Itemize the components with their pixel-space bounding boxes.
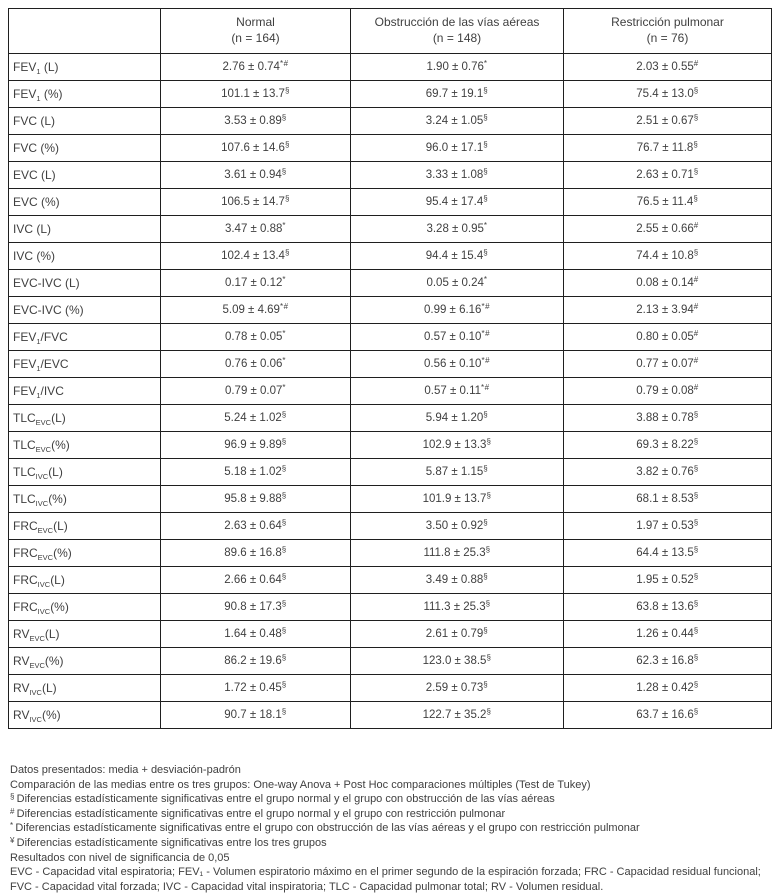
value-cell: 1.72 ± 0.45§ xyxy=(161,675,351,702)
header-row xyxy=(9,9,772,54)
column-title: Normal xyxy=(236,15,275,30)
value-cell: 102.9 ± 13.3§ xyxy=(351,432,564,459)
row-label: $TLC_{IVC}(\%)$ xyxy=(9,486,161,513)
row-label: EVC (%) xyxy=(9,189,161,216)
value-cell: 76.7 ± 11.8§ xyxy=(564,135,772,162)
value-cell: 0.79 ± 0.08# xyxy=(564,378,772,405)
footnote-line: # Diferencias estadísticamente significativas entre el grupo normal y el grupo con restricción pulmonar xyxy=(10,806,506,820)
value-cell: 101.9 ± 13.7§ xyxy=(351,486,564,513)
footnote-line: Resultados con nivel de significancia de 0,05 xyxy=(10,851,230,864)
value-cell: 1.90 ± 0.76* xyxy=(351,54,564,81)
value-cell: 0.76 ± 0.06* xyxy=(161,351,351,378)
value-cell: 3.61 ± 0.94§ xyxy=(161,162,351,189)
value-cell: 96.0 ± 17.1§ xyxy=(351,135,564,162)
value-cell: 3.24 ± 1.05§ xyxy=(351,108,564,135)
table-row xyxy=(9,432,772,459)
value-cell: 2.63 ± 0.71§ xyxy=(564,162,772,189)
value-cell: 0.77 ± 0.07# xyxy=(564,351,772,378)
table-row xyxy=(9,513,772,540)
footnote-line: ¥ Diferencias estadísticamente significativas entre los tres grupos xyxy=(10,835,327,849)
row-label: $FEV_1$/IVC xyxy=(9,378,161,405)
table-row xyxy=(9,108,772,135)
value-cell: 69.3 ± 8.22§ xyxy=(564,432,772,459)
value-cell: 3.33 ± 1.08§ xyxy=(351,162,564,189)
value-cell: 111.8 ± 25.3§ xyxy=(351,540,564,567)
pulmonary-function-table xyxy=(8,8,772,729)
table-row xyxy=(9,324,772,351)
table-row xyxy=(9,297,772,324)
value-cell: 2.66 ± 0.64§ xyxy=(161,567,351,594)
column-n: (n = 164) xyxy=(231,31,280,45)
row-label: $FEV_1$ (%) xyxy=(9,81,161,108)
row-label: $FRC_{EVC}(\%)$ xyxy=(9,540,161,567)
value-cell: 94.4 ± 15.4§ xyxy=(351,243,564,270)
row-label: $RV_{EVC}(\%)$ xyxy=(9,648,161,675)
row-label: $RV_{EVC}(L)$ xyxy=(9,621,161,648)
value-cell: 2.76 ± 0.74*# xyxy=(161,54,351,81)
column-header-normal xyxy=(161,9,351,54)
value-cell: 62.3 ± 16.8§ xyxy=(564,648,772,675)
value-cell: 63.7 ± 16.6§ xyxy=(564,702,772,729)
table-row xyxy=(9,243,772,270)
value-cell: 76.5 ± 11.4§ xyxy=(564,189,772,216)
table-row xyxy=(9,675,772,702)
value-cell: 0.80 ± 0.05# xyxy=(564,324,772,351)
value-cell: 3.88 ± 0.78§ xyxy=(564,405,772,432)
value-cell: 5.18 ± 1.02§ xyxy=(161,459,351,486)
value-cell: 90.8 ± 17.3§ xyxy=(161,594,351,621)
column-title: Restricción pulmonar xyxy=(611,15,724,30)
table-row xyxy=(9,405,772,432)
footnote-line: EVC - Capacidad vital espiratoria; FEV₁ - Volumen espiratorio máximo en el primer segundo de la espiración forzada; FRC - Capacidad residual funcional; FVC - Capacidad vital forzada; IVC - Capacidad vital inspiratoria; TLC - Capacidad pulmonar total; RV - Volumen residual. xyxy=(10,866,761,893)
value-cell: 69.7 ± 19.1§ xyxy=(351,81,564,108)
value-cell: 106.5 ± 14.7§ xyxy=(161,189,351,216)
value-cell: 89.6 ± 16.8§ xyxy=(161,540,351,567)
table-row xyxy=(9,486,772,513)
table-row xyxy=(9,135,772,162)
row-label: $RV_{IVC}(L)$ xyxy=(9,675,161,702)
value-cell: 0.57 ± 0.11*# xyxy=(351,378,564,405)
table-footnotes xyxy=(10,763,775,894)
row-label: $FRC_{IVC}(L)$ xyxy=(9,567,161,594)
value-cell: 5.09 ± 4.69*# xyxy=(161,297,351,324)
table-row xyxy=(9,621,772,648)
value-cell: 95.8 ± 9.88§ xyxy=(161,486,351,513)
table-body xyxy=(9,54,772,729)
value-cell: 107.6 ± 14.6§ xyxy=(161,135,351,162)
value-cell: 111.3 ± 25.3§ xyxy=(351,594,564,621)
row-label: $TLC_{IVC}(L)$ xyxy=(9,459,161,486)
value-cell: 122.7 ± 35.2§ xyxy=(351,702,564,729)
table-header xyxy=(9,9,772,54)
corner-empty-cell xyxy=(9,9,161,54)
value-cell: 1.95 ± 0.52§ xyxy=(564,567,772,594)
row-label: EVC-IVC (%) xyxy=(9,297,161,324)
value-cell: 1.64 ± 0.48§ xyxy=(161,621,351,648)
value-cell: 86.2 ± 19.6§ xyxy=(161,648,351,675)
footnote-line: § Diferencias estadísticamente significativas entre el grupo normal y el grupo con obstrucción de las vías aéreas xyxy=(10,792,555,806)
value-cell: 90.7 ± 18.1§ xyxy=(161,702,351,729)
value-cell: 68.1 ± 8.53§ xyxy=(564,486,772,513)
row-label: IVC (L) xyxy=(9,216,161,243)
value-cell: 2.55 ± 0.66# xyxy=(564,216,772,243)
value-cell: 3.47 ± 0.88* xyxy=(161,216,351,243)
row-label: $TLC_{EVC}(L)$ xyxy=(9,405,161,432)
value-cell: 2.51 ± 0.67§ xyxy=(564,108,772,135)
value-cell: 3.53 ± 0.89§ xyxy=(161,108,351,135)
row-label: IVC (%) xyxy=(9,243,161,270)
row-label: $FRC_{EVC}(L)$ xyxy=(9,513,161,540)
table-row xyxy=(9,270,772,297)
table-row xyxy=(9,81,772,108)
row-label: $FRC_{IVC}(\%)$ xyxy=(9,594,161,621)
value-cell: 3.82 ± 0.76§ xyxy=(564,459,772,486)
column-n: (n = 76) xyxy=(646,31,689,45)
value-cell: 0.57 ± 0.10*# xyxy=(351,324,564,351)
value-cell: 2.13 ± 3.94# xyxy=(564,297,772,324)
value-cell: 0.56 ± 0.10*# xyxy=(351,351,564,378)
table-row xyxy=(9,351,772,378)
value-cell: 101.1 ± 13.7§ xyxy=(161,81,351,108)
value-cell: 3.50 ± 0.92§ xyxy=(351,513,564,540)
row-label: $FEV_1$ (L) xyxy=(9,54,161,81)
value-cell: 0.78 ± 0.05* xyxy=(161,324,351,351)
row-label: FVC (L) xyxy=(9,108,161,135)
row-label: FVC (%) xyxy=(9,135,161,162)
row-label: $FEV_1$/FVC xyxy=(9,324,161,351)
value-cell: 5.94 ± 1.20§ xyxy=(351,405,564,432)
value-cell: 0.17 ± 0.12* xyxy=(161,270,351,297)
results-table-wrapper xyxy=(8,8,771,729)
value-cell: 63.8 ± 13.6§ xyxy=(564,594,772,621)
row-label: $FEV_1$/EVC xyxy=(9,351,161,378)
table-row xyxy=(9,378,772,405)
table-row xyxy=(9,567,772,594)
row-label: EVC-IVC (L) xyxy=(9,270,161,297)
value-cell: 2.59 ± 0.73§ xyxy=(351,675,564,702)
table-row xyxy=(9,648,772,675)
table-row xyxy=(9,594,772,621)
table-row xyxy=(9,702,772,729)
row-label: $RV_{IVC}(\%)$ xyxy=(9,702,161,729)
value-cell: 1.28 ± 0.42§ xyxy=(564,675,772,702)
value-cell: 96.9 ± 9.89§ xyxy=(161,432,351,459)
table-row xyxy=(9,540,772,567)
footnote-line: * Diferencias estadísticamente significativas entre el grupo con obstrucción de las vías aéreas y el grupo con restricción pulmonar xyxy=(10,821,640,835)
column-header-restriction xyxy=(564,9,772,54)
value-cell: 0.05 ± 0.24* xyxy=(351,270,564,297)
value-cell: 2.03 ± 0.55# xyxy=(564,54,772,81)
value-cell: 0.79 ± 0.07* xyxy=(161,378,351,405)
value-cell: 2.63 ± 0.64§ xyxy=(161,513,351,540)
value-cell: 1.97 ± 0.53§ xyxy=(564,513,772,540)
table-row xyxy=(9,459,772,486)
value-cell: 75.4 ± 13.0§ xyxy=(564,81,772,108)
table-row xyxy=(9,189,772,216)
value-cell: 3.28 ± 0.95* xyxy=(351,216,564,243)
value-cell: 74.4 ± 10.8§ xyxy=(564,243,772,270)
column-n: (n = 148) xyxy=(432,31,482,45)
value-cell: 1.26 ± 0.44§ xyxy=(564,621,772,648)
row-label: EVC (L) xyxy=(9,162,161,189)
table-row xyxy=(9,216,772,243)
value-cell: 0.08 ± 0.14# xyxy=(564,270,772,297)
table-row xyxy=(9,162,772,189)
value-cell: 5.87 ± 1.15§ xyxy=(351,459,564,486)
value-cell: 0.99 ± 6.16*# xyxy=(351,297,564,324)
value-cell: 123.0 ± 38.5§ xyxy=(351,648,564,675)
table-row xyxy=(9,54,772,81)
value-cell: 5.24 ± 1.02§ xyxy=(161,405,351,432)
row-label: $TLC_{EVC}(\%)$ xyxy=(9,432,161,459)
footnote-line: Comparación de las medias entre os tres grupos: One-way Anova + Post Hoc comparaciones múltiples (Test de Tukey) xyxy=(10,778,591,791)
footnote-line: Datos presentados: media + desviación-padrón xyxy=(10,764,241,776)
value-cell: 102.4 ± 13.4§ xyxy=(161,243,351,270)
value-cell: 64.4 ± 13.5§ xyxy=(564,540,772,567)
value-cell: 2.61 ± 0.79§ xyxy=(351,621,564,648)
value-cell: 3.49 ± 0.88§ xyxy=(351,567,564,594)
value-cell: 95.4 ± 17.4§ xyxy=(351,189,564,216)
column-header-obstruction xyxy=(351,9,564,54)
column-title: Obstrucción de las vías aéreas xyxy=(374,15,540,30)
